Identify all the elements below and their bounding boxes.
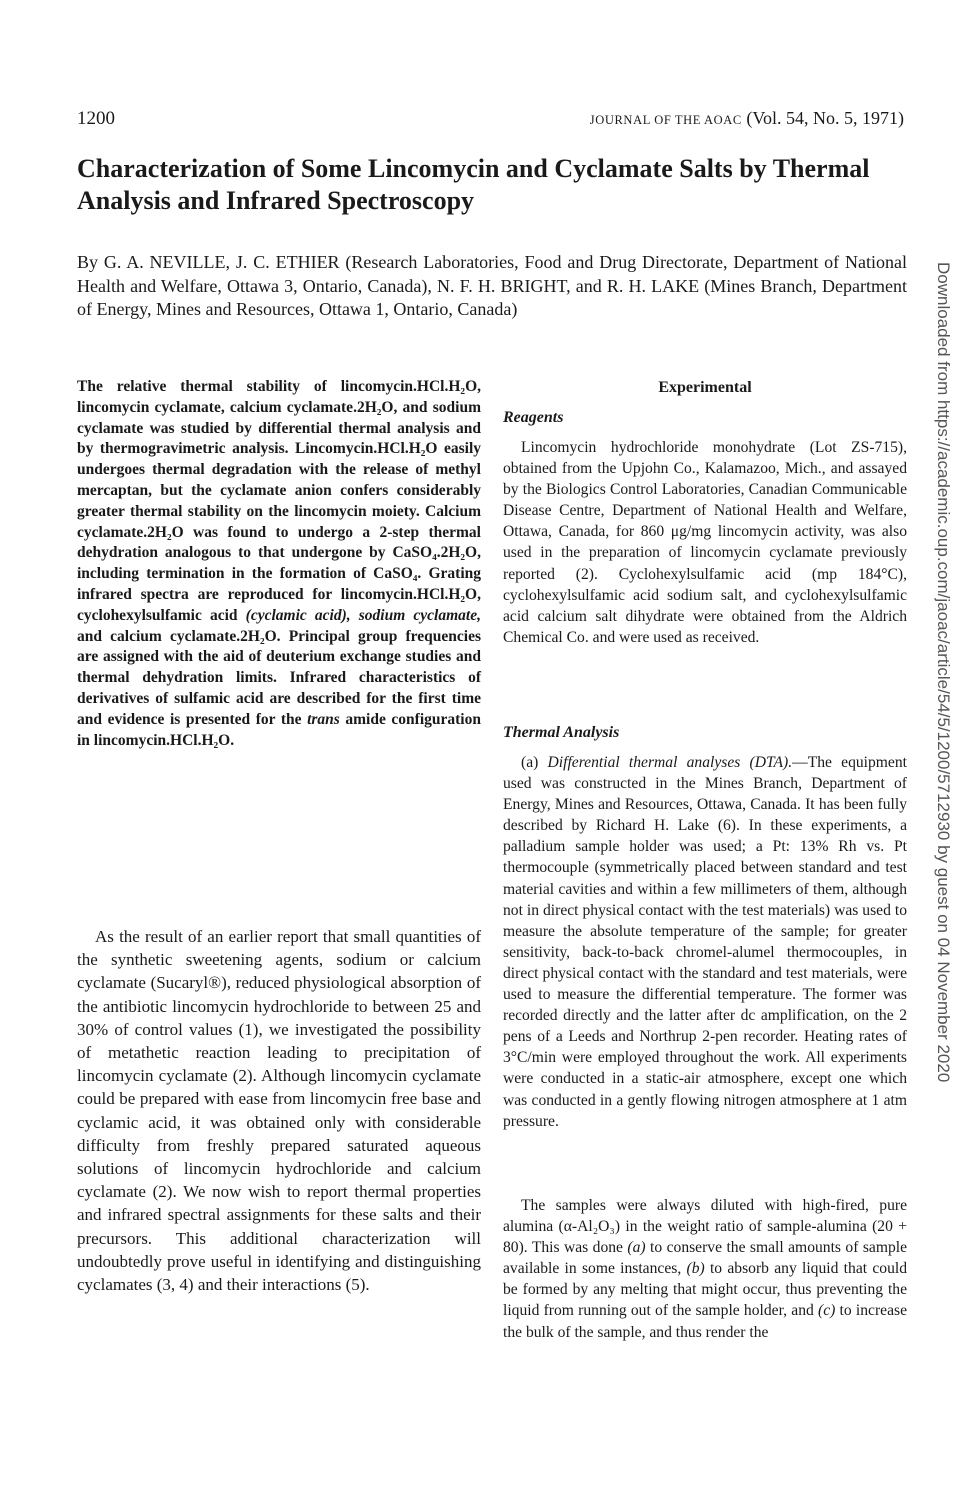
samples-part-1: The samples were always diluted with high-fired, pure alumina (α-Al₂O₃) in the weight ratio of sample-alumina (20 + 80). This was done — [503, 1197, 907, 1257]
page-number: 1200 — [77, 108, 115, 129]
subheading-thermal-analysis: Thermal Analysis — [503, 724, 620, 741]
volume-info: (Vol. 54, No. 5, 1971) — [746, 108, 904, 128]
section-heading-experimental: Experimental — [658, 379, 752, 396]
subheading-reagents: Reagents — [503, 409, 564, 426]
dta-prefix: (a) — [521, 754, 548, 771]
abstract — [77, 377, 481, 751]
running-header — [590, 108, 904, 129]
samples-marker-b: (b) — [686, 1260, 705, 1278]
dta-paragraph — [503, 752, 907, 1132]
journal-name: JOURNAL OF THE AOAC — [589, 113, 742, 127]
samples-part-2: to conserve the small amounts of sample available in some instances, — [503, 1239, 907, 1278]
download-watermark-text: Downloaded from https://academic.oup.com/jaoac/article/54/5/1200/5712930 by guest on 04 November 2020 — [934, 262, 953, 1083]
abstract-part-2: and calcium cyclamate.2H₂O. Principal group frequencies are assigned with the aid of deuterium exchange studies and thermal dehydration limits. Infrared characteristics of derivatives of sulfamic acid are described for the first time and evidence is presented for the — [77, 627, 481, 728]
samples-part-3: to absorb any liquid that could be formed by any melting that might occur, thus preventing the liquid from running out of the sample holder, and — [503, 1260, 907, 1320]
dta-text: —The equipment used was constructed in the Mines Branch, Department of Energy, Mines and Resources, Ottawa, Canada. It has been fully described by Richard H. Lake (6). In these experiments, a palladium sample holder was used; a Pt: 13% Rh vs. Pt thermocouple (symmetrically placed between standard and test material cavities and within a few millimeters of them, although not in direct physical contact with the test materials) was used to measure the absolute temperature of the sample; for greater sensitivity, back-to-back chromel-alumel thermocouples, in direct physical contact with the standard and test materials, were used to measure the differential temperature. The former was recorded directly and the latter after dc amplification, on the 2 pens of a Leeds and Northrup 2-pen recorder. Heating rates of 3°C/min were employed throughout the work. All experiments were conducted in a static-air atmosphere, except one which was conducted in a gently flowing nitrogen atmosphere at 1 atm pressure. — [503, 754, 907, 1130]
download-watermark — [928, 262, 958, 1382]
abstract-part-3: amide configuration in lincomycin.HCl.H₂O. — [77, 710, 481, 749]
dta-label: Differential thermal analyses (DTA). — [547, 754, 793, 771]
abstract-italic-2: trans — [307, 710, 340, 728]
samples-paragraph — [503, 1195, 907, 1343]
samples-part-4: to increase the bulk of the sample, and thus render the — [503, 1302, 907, 1341]
author-line: By G. A. NEVILLE, J. C. ETHIER (Research Laboratories, Food and Drug Directorate, Department of National Health and Welfare, Ottawa 3, Ontario, Canada), N. F. H. BRIGHT, and R. H. LAKE (Mines Branch, Department of Energy, Mines and Resources, Ottawa 1, Ontario, Canada) — [77, 252, 907, 319]
reagents-paragraph: Lincomycin hydrochloride monohydrate (Lot ZS-715), obtained from the Upjohn Co., Kalamazoo, Mich., and assayed by the Biologics Control Laboratories, Canadian Communicable Disease Centre, Department of National Health and Welfare, Ottawa, Canada, for 860 μg/mg lincomycin activity, was also used in the preparation of lincomycin cyclamate previously reported (2). Cyclohexylsulfamic acid (mp 184°C), cyclohexylsulfamic acid sodium salt, and cyclohexylsulfamic acid calcium salt dihydrate were obtained from the Aldrich Chemical Co. and were used as received. — [503, 439, 907, 646]
abstract-italic-1: (cyclamic acid), sodium cyclamate, — [245, 606, 481, 624]
samples-marker-c: (c) — [818, 1302, 836, 1320]
introduction-paragraph: As the result of an earlier report that small quantities of the synthetic sweetening agents, sodium or calcium cyclamate (Sucaryl®), reduced physiological absorption of the antibiotic lincomycin hydrochloride to between 25 and 30% of control values (1), we investigated the possibility of metathetic reaction leading to precipitation of lincomycin cyclamate (2). Although lincomycin cyclamate could be prepared with ease from lincomycin free base and cyclamic acid, it was obtained only with considerable difficulty from freshly prepared saturated aqueous solutions of lincomycin hydrochloride and calcium cyclamate (2). We now wish to report thermal properties and infrared spectral assignments for these salts and their precursors. This additional characterization will undoubtedly prove useful in identifying and distinguishing cyclamates (3, 4) and their interactions (5). — [77, 927, 481, 1295]
article-title: Characterization of Some Lincomycin and Cyclamate Salts by Thermal Analysis and Infrared Spectroscopy — [77, 154, 870, 215]
samples-marker-a: (a) — [627, 1239, 646, 1257]
abstract-part-1: The relative thermal stability of lincomycin.HCl.H₂O, lincomycin cyclamate, calcium cyclamate.2H₂O, and sodium cyclamate was studied by differential thermal analysis and by thermogravimetric analysis. Lincomycin.HCl.H₂O easily undergoes thermal degradation with the release of methyl mercaptan, but the cyclamate anion confers considerably greater thermal stability on the lincomycin moiety. Calcium cyclamate.2H₂O was found to undergo a 2-step thermal dehydration analogous to that undergone by CaSO₄.2H₂O, including termination in the formation of CaSO₄. Grating infrared spectra are reproduced for lincomycin.HCl.H₂O, cyclohexylsulfamic acid — [77, 378, 481, 624]
